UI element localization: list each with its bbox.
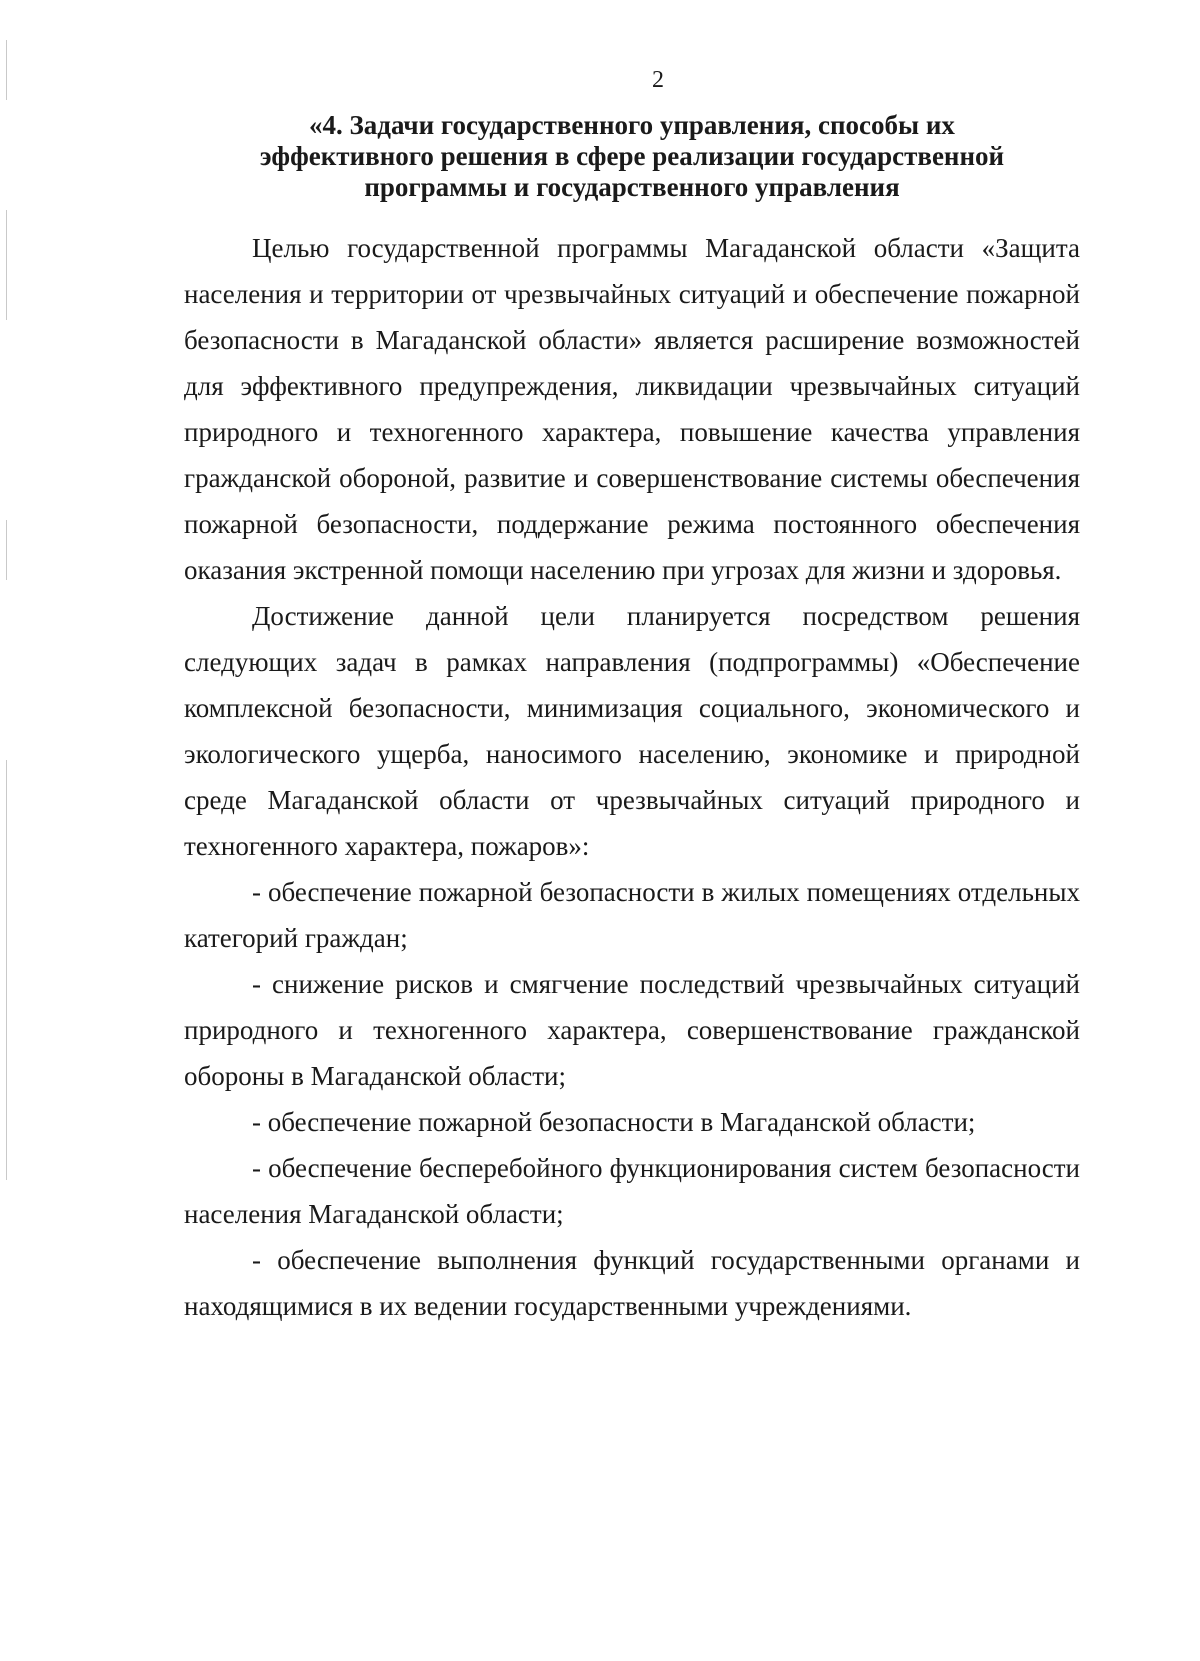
heading-line-3: программы и государственного управления (364, 172, 900, 202)
scan-edge-mark (6, 760, 7, 1180)
heading-line-1: «4. Задачи государственного управления, способы их (309, 110, 955, 140)
heading-line-2: эффективного решения в сфере реализации государственной (259, 141, 1005, 171)
page-number: 2 (652, 67, 664, 93)
paragraph-tasks-intro: Достижение данной цели планируется посредством решения следующих задач в рамках направления (подпрограммы) «Обеспечение комплексной безопасности, минимизация социального, экономического и экологического ущерба, наносимого населению, экономике и природной среде Магаданской области от чрезвычайных ситуаций природного и техногенного характера, пожаров»: (184, 601, 1080, 861)
list-item-task: - обеспечение пожарной безопасности в Магаданской области; (252, 1107, 976, 1137)
list-item-task: - снижение рисков и смягчение последствий чрезвычайных ситуаций природного и техногенного характера, совершенствование гражданской обороны в Магаданской области; (184, 969, 1080, 1091)
scan-edge-mark (6, 210, 7, 320)
list-item-task: - обеспечение выполнения функций государственными органами и находящимися в их ведении государственными учреждениями. (184, 1245, 1080, 1321)
section-heading (0, 110, 1200, 203)
list-item-task: - обеспечение бесперебойного функционирования систем безопасности населения Магаданской области; (184, 1153, 1080, 1229)
paragraph-goal: Целью государственной программы Магаданской области «Защита населения и территории от чрезвычайных ситуаций и обеспечение пожарной безопасности в Магаданской области» является расширение возможностей для эффективного предупреждения, ликвидации чрезвычайных ситуаций природного и техногенного характера, повышение качества управления гражданской обороной, развитие и совершенствование системы обеспечения пожарной безопасности, поддержание режима постоянного обеспечения оказания экстренной помощи населению при угрозах для жизни и здоровья. (184, 233, 1080, 585)
scan-edge-mark (6, 520, 7, 580)
document-body (184, 225, 1080, 1329)
list-item-task: - обеспечение пожарной безопасности в жилых помещениях отдельных категорий граждан; (184, 877, 1080, 953)
